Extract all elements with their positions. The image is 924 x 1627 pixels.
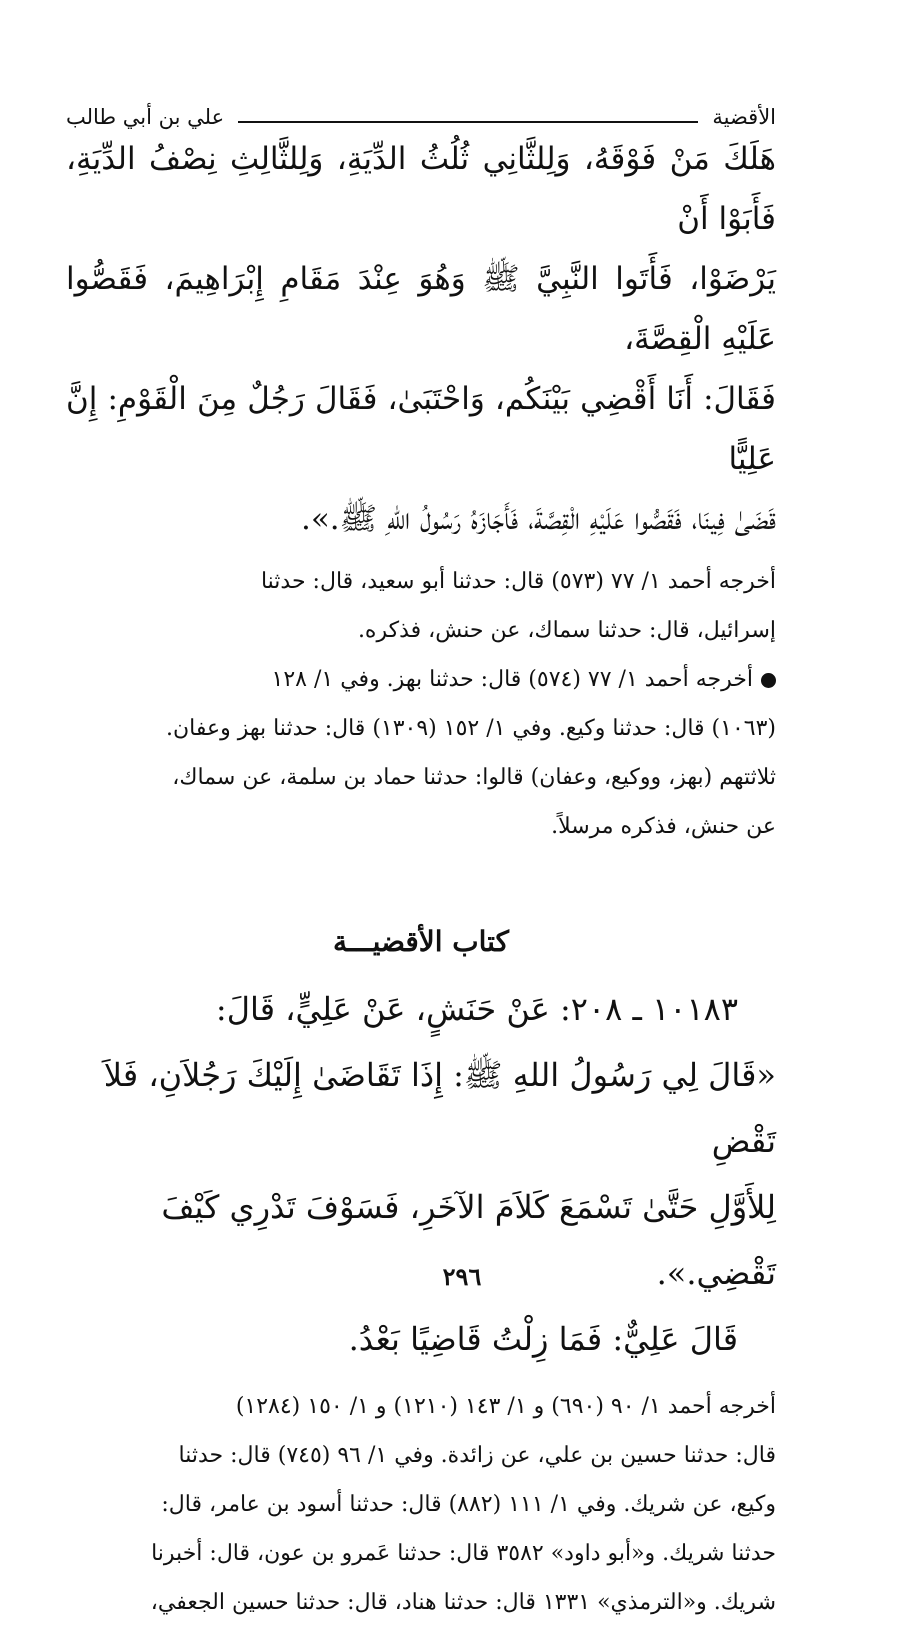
note-line: ثلاثتهم (بهز، ووكيع، وعفان) قالوا: حدثنا حماد بن سلمة، عن سماك، (172, 765, 776, 790)
note-line: وكيع، عن شريك. وفي ١/ ١١١ (٨٨٢) قال: حدثنا أسود بن عامر، قال: (161, 1492, 776, 1517)
hadith-closing: قَالَ عَلِيٌّ: فَمَا زِلْتُ قَاضِيًا بَعْدُ. (348, 1320, 738, 1358)
top-notes (66, 557, 776, 851)
bullet-icon (761, 673, 776, 688)
header-section-title: الأقضية (712, 105, 776, 129)
hadith-block (66, 976, 776, 1372)
text-line: يَرْضَوْا، فَأَتَوا النَّبِيَّ ﷺ وَهُوَ عِنْدَ مَقَامِ إِبْرَاهِيمَ، فَقَصُّوا عَلَيْهِ الْقِصَّةَ، (66, 261, 776, 357)
top-text-block (66, 129, 776, 549)
text-line: فَقَالَ: أَنَا أَقْضِي بَيْنَكُم، وَاحْتَبَىٰ، فَقَالَ رَجُلٌ مِنَ الْقَوْمِ: إِنَّ عَلِيًّا (66, 381, 776, 477)
note-line: أخرجه أحمد ١/ ٩٠ (٦٩٠) و ١/ ١٤٣ (١٢١٠) و ١/ ١٥٠ (١٢٨٤) (235, 1394, 776, 1419)
hadith-chain: عَنْ حَنَشٍ، عَنْ عَلِيٍّ، قَالَ: (215, 990, 550, 1028)
hadith-number: ١٠١٨٣ ـ ٢٠٨: (560, 990, 738, 1028)
header-rule (238, 121, 698, 123)
bottom-notes (66, 1382, 776, 1627)
page-number: ٢٩٦ (442, 1262, 482, 1291)
note-line: أخرجه أحمد ١/ ٧٧ (٥٧٣) قال: حدثنا أبو سعيد، قال: حدثنا (260, 569, 776, 594)
text-line: قَضَىٰ فِينَا، فَقَصُّوا عَلَيْهِ الْقِصَّةَ، فَأَجَازَهُ رَسُولُ اللهِ ﷺ.». (300, 501, 776, 537)
hadith-line: لِلأَوَّلِ حَتَّىٰ تَسْمَعَ كَلاَمَ الآخَرِ، فَسَوْفَ تَدْرِي كَيْفَ تَقْضِي.». (161, 1188, 776, 1292)
hadith-header (66, 976, 776, 1042)
note-line: إسرائيل، قال: حدثنا سماك، عن حنش، فذكره. (357, 618, 776, 643)
note-line: قال: حدثنا حسين بن علي، عن زائدة. وفي ١/ ٩٦ (٧٤٥) قال: حدثنا (178, 1443, 776, 1468)
running-header (66, 95, 776, 129)
header-author: علي بن أبي طالب (66, 105, 225, 129)
hadith-line: «قَالَ لِي رَسُولُ اللهِ ﷺ: إِذَا تَقَاضَىٰ إِلَيْكَ رَجُلاَنِ، فَلاَ تَقْضِ (103, 1056, 776, 1160)
note-line (66, 655, 776, 704)
note-line: عن حنش، فذكره مرسلاً. (551, 814, 776, 839)
note-line: (١٠٦٣) قال: حدثنا وكيع. وفي ١/ ١٥٢ (١٣٠٩) قال: حدثنا بهز وعفان. (165, 716, 776, 741)
note-line: شريك. و«الترمذي» ١٣٣١ قال: حدثنا هناد، قال: حدثنا حسين الجعفي، (150, 1590, 776, 1615)
note-text: أخرجه أحمد ١/ ٧٧ (٥٧٤) قال: حدثنا بهز. وفي ١/ ١٢٨ (271, 667, 753, 692)
text-line: هَلَكَ مَنْ فَوْقَهُ، وَلِلثَّانِي ثُلُثُ الدِّيَةِ، وَلِلثَّالِثِ نِصْفُ الدِّيَةِ، فَأَبَوْا أَنْ (66, 141, 776, 237)
note-line: حدثنا شريك. و«أبو داود» ٣٥٨٢ قال: حدثنا عَمرو بن عون، قال: أخبرنا (151, 1541, 776, 1566)
section-heading: كتاب الأقضيـــة (333, 925, 509, 958)
